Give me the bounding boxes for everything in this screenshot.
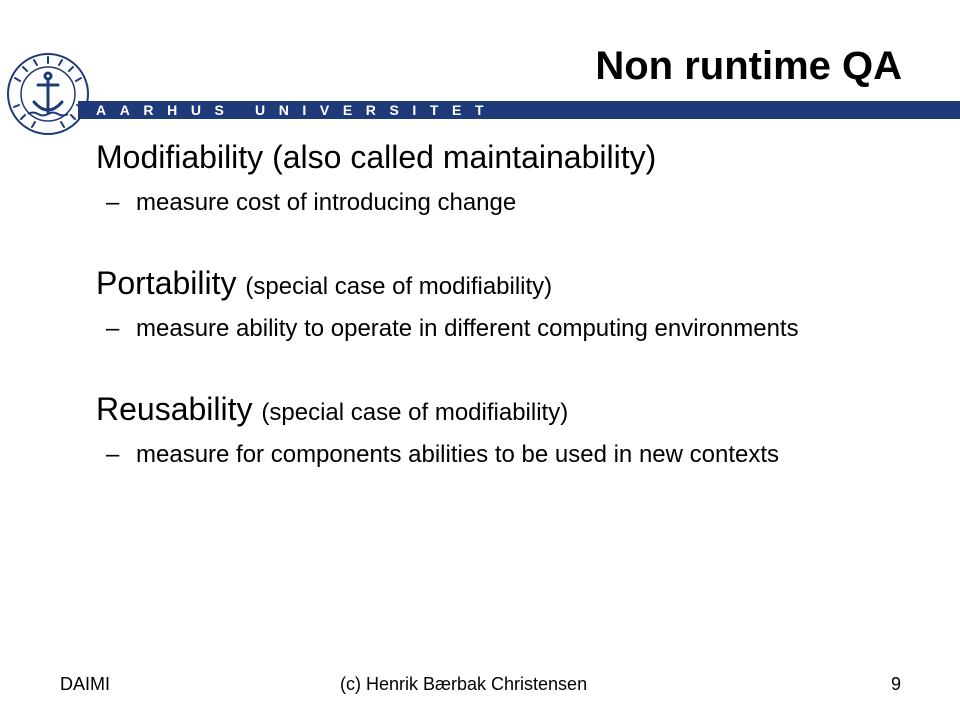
bullet-reusability [96,386,916,436]
sub-bullet-text: measure for components abilities to be used in new contexts [136,441,780,468]
dash-marker: – [106,315,120,342]
bullet-list [96,134,916,470]
sub-bullet-modifiability [96,188,916,218]
slide-title: Non runtime QA [595,44,902,88]
footer-page-number: 9 [890,674,901,694]
bullet-heading: Reusability [96,391,262,427]
sub-bullet-text: measure ability to operate in different computing environments [136,315,799,342]
bullet-heading: Modifiability (also called maintainability) [96,139,657,175]
dash-marker: – [106,441,120,468]
dash-marker: – [106,189,120,216]
sub-bullet-reusability [96,440,916,470]
aarhus-university-seal-icon [6,52,90,136]
bullet-heading: Portability [96,265,246,301]
sub-bullet-portability [96,314,916,344]
bullet-portability [96,260,916,310]
sub-bullet-text: measure cost of introducing change [136,189,517,216]
bullet-note: (special case of modifiability) [245,273,553,300]
footer-copyright: (c) Henrik Bærbak Christensen [340,674,588,694]
footer-department: DAIMI [60,674,111,694]
bullet-note: (special case of modifiability) [261,399,569,426]
bullet-modifiability [96,134,916,184]
university-name: AARHUS UNIVERSITET [96,102,498,118]
